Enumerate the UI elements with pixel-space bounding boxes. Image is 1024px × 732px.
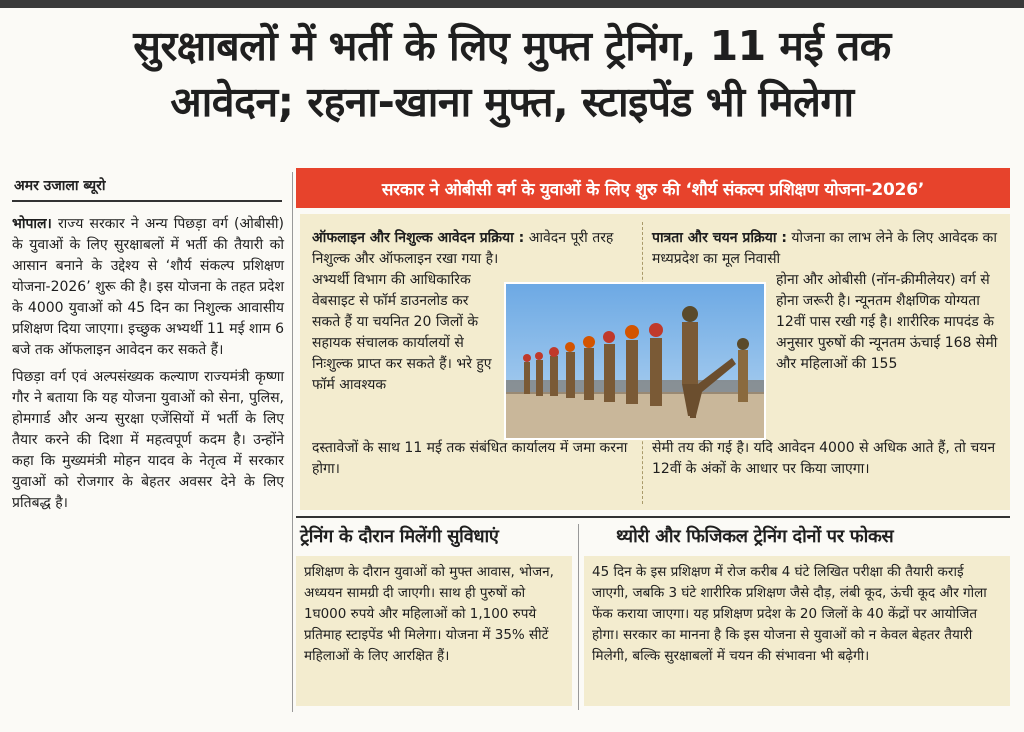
offline-heading: ऑफलाइन और निशुल्क आवेदन प्रक्रिया : [312, 230, 525, 246]
eligibility-tail: सेमी तय की गई है। यदि आवेदन 4000 से अधिक आते हैं, तो चयन 12वीं के अंकों के आधार पर किया जाएगा। [652, 440, 996, 477]
column-divider [292, 172, 293, 712]
eligibility-line-1: योजना का लाभ लेने के लिए आवेदक का मध्यप्रदेश का मूल निवासी [652, 230, 997, 267]
left-column [12, 214, 284, 520]
facilities-title: ट्रेनिंग के दौरान मिलेंगी सुविधाएं [300, 526, 499, 547]
eligibility-top [652, 228, 1004, 270]
byline: अमर उजाला ब्यूरो [14, 178, 106, 194]
parade-photo [504, 282, 766, 440]
top-bar [0, 0, 1024, 8]
headline-line-2: आवेदन; रहना-खाना मुफ्त, स्टाइपेंड भी मिलेगा [170, 78, 854, 126]
headline-line-1: सुरक्षाबलों में भर्ती के लिए मुफ्त ट्रेनिंग, 11 मई तक [133, 22, 891, 70]
focus-text: 45 दिन के इस प्रशिक्षण में रोज करीब 4 घंटे लिखित परीक्षा की तैयारी कराई जाएगी, जबकि 3 घंटे शारीरिक प्रशिक्षण जैसे दौड़, लंबी कूद, ऊंची कूद और गोला फेंक कराया जाएगा। यह प्रशिक्षण प्रदेश के 20 जिलों के 40 केंद्रों पर आयोजित होगा। सरकार का मानना है कि इस योजना से युवाओं को न केवल बेहतर तैयारी मिलेगी, बल्कि सुरक्षाबलों में चयन की संभावना भी बढ़ेगी। [584, 556, 1010, 706]
headline [0, 18, 1024, 130]
focus-title: थ्योरी और फिजिकल ट्रेनिंग दोनों पर फोकस [616, 526, 894, 547]
bottom-column-divider [578, 524, 579, 710]
banner: सरकार ने ओबीसी वर्ग के युवाओं के लिए शुरु की ‘शौर्य संकल्प प्रशिक्षण योजना-2026’ [296, 168, 1010, 208]
section-divider [296, 516, 1010, 518]
dateline: भोपाल। [12, 216, 52, 232]
eligibility-heading: पात्रता और चयन प्रक्रिया : [652, 230, 787, 246]
offline-tail: दस्तावेजों के साथ 11 मई तक संबंधित कार्यालय में जमा करना होगा। [312, 440, 628, 477]
left-para-1-text: राज्य सरकार ने अन्य पिछड़ा वर्ग (ओबीसी) के युवाओं के लिए सुरक्षाबलों में भर्ती की तैयारी को आसान बनाने के उद्देश्य से ‘शौर्य संकल्प प्रशिक्षण योजना-2026’ शुरू की है। इस योजना के तहत प्रदेश के 4000 युवाओं को 45 दिन का निशुल्क आवासीय प्रशिक्षण दिया जाएगा। इच्छुक अभ्यर्थी 11 मई शाम 6 बजे तक ऑफलाइन आवेदन कर सकते हैं। [12, 216, 284, 358]
offline-line-1: आवेदन पूरी तरह निशुल्क और ऑफलाइन रखा गया है। [312, 230, 614, 267]
byline-rule [12, 200, 282, 202]
facilities-text: प्रशिक्षण के दौरान युवाओं को मुफ्त आवास, भोजन, अध्ययन सामग्री दी जाएगी। साथ ही पुरुषों को 1घ000 रुपये और महिलाओं को 1,100 रुपये प्रतिमाह स्टाइपेंड भी मिलेगा। योजना में 35% सीटें महिलाओं के लिए आरक्षित हैं। [296, 556, 572, 706]
left-para-1 [12, 214, 284, 361]
offline-top [312, 228, 638, 270]
eligibility-wrap: होना और ओबीसी (नॉन-क्रीमीलेयर) वर्ग से होना जरूरी है। न्यूनतम शैक्षणिक योग्यता 12वीं पास रखी गई है। शारीरिक मापदंड के अनुसार पुरुषों की न्यूनतम ऊंचाई 168 सेमी और महिलाओं की 155 [776, 272, 998, 372]
offline-wrap: अभ्यर्थी विभाग की आधिकारिक वेबसाइट से फॉर्म डाउनलोड कर सकते हैं या चयनित 20 जिलों के सहायक संचालक कार्यालयों से निःशुल्क प्राप्त कर सकते हैं। भरे हुए फॉर्म आवश्यक [312, 272, 492, 393]
parade-illustration [506, 284, 766, 440]
left-para-2: पिछड़ा वर्ग एवं अल्पसंख्यक कल्याण राज्यमंत्री कृष्णा गौर ने बताया कि यह योजना युवाओं को सेना, पुलिस, होमगार्ड और अन्य सुरक्षा एजेंसियों में भर्ती के लिए तैयार करने की दिशा में महत्वपूर्ण कदम है। उन्होंने कहा कि मुख्यमंत्री मोहन यादव के नेतृत्व में सरकार युवाओं को रोजगार के बेहतर अवसर देने के लिए प्रतिबद्ध है। [12, 369, 284, 511]
